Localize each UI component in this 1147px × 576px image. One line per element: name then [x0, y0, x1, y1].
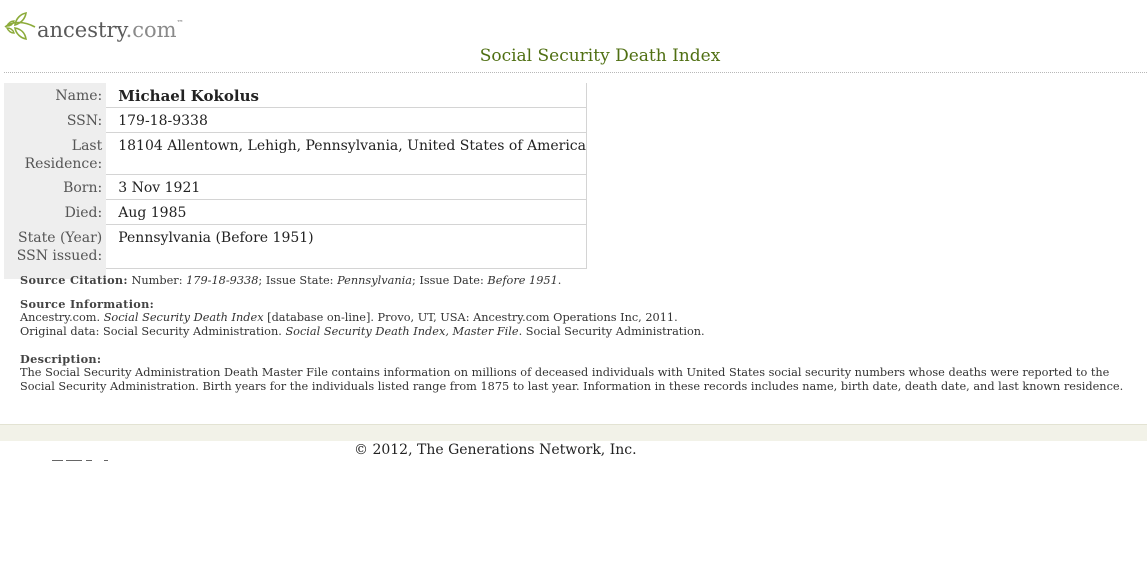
field-label: Died:: [4, 200, 106, 225]
source-information-heading: Source Information:: [20, 297, 155, 311]
description: [20, 352, 1145, 394]
field-value: Michael Kokolus: [106, 83, 586, 108]
source-citation-heading: Source Citation:: [20, 273, 128, 287]
record-row-ssn: [4, 108, 587, 133]
record-row-died: [4, 200, 587, 225]
record-row-name: [4, 83, 587, 108]
field-label: Last Residence:: [4, 133, 106, 175]
field-value: 18104 Allentown, Lehigh, Pennsylvania, United States of America: [106, 133, 586, 175]
field-value: 179-18-9338: [106, 108, 586, 133]
field-value: Pennsylvania (Before 1951): [106, 225, 586, 269]
logo-wordmark: ancestry.com™: [37, 17, 184, 42]
record-row-ssn-issued: [4, 225, 587, 269]
title-divider: [4, 72, 1147, 73]
field-label: State (Year) SSN issued:: [4, 225, 106, 269]
source-citation: Source Citation: Number: 179-18-9338; Issue State: Pennsylvania; Issue Date: Before 1951.: [20, 273, 562, 287]
description-text: The Social Security Administration Death Master File contains information on millions of deceased individuals with United States social security numbers whose deaths were reported to the Social Security Administration. Birth years for the individuals listed range from 1875 to last year. Information in these records includes name, birth date, death date, and last known residence.: [20, 366, 1124, 393]
record-table: [4, 83, 587, 279]
clipped-text-fragment: [52, 460, 122, 466]
field-value: Aug 1985: [106, 200, 586, 225]
field-label: SSN:: [4, 108, 106, 133]
field-label: Born:: [4, 175, 106, 200]
leaf-icon: [4, 11, 36, 41]
citation-number: 179-18-9338: [186, 274, 259, 287]
field-label: Name:: [4, 83, 106, 108]
record-title: Social Security Death Index: [479, 46, 721, 66]
citation-state: Pennsylvania: [337, 274, 412, 287]
field-value: 3 Nov 1921: [106, 175, 586, 200]
citation-date: Before 1951: [487, 274, 558, 287]
record-row-born: [4, 175, 587, 200]
source-information-line: Ancestry.com. Social Security Death Index [database on-line]. Provo, UT, USA: Ancestry.com Operations Inc, 2011.: [20, 311, 678, 324]
footer-band: [0, 424, 1147, 441]
original-data-line: Original data: Social Security Administration. Social Security Death Index, Master File. Social Security Administration.: [20, 325, 705, 338]
description-heading: Description:: [20, 352, 102, 366]
ancestry-logo[interactable]: [4, 10, 184, 42]
source-information: [20, 297, 1145, 339]
copyright: © 2012, The Generations Network, Inc.: [354, 442, 637, 458]
record-row-residence: [4, 133, 587, 175]
